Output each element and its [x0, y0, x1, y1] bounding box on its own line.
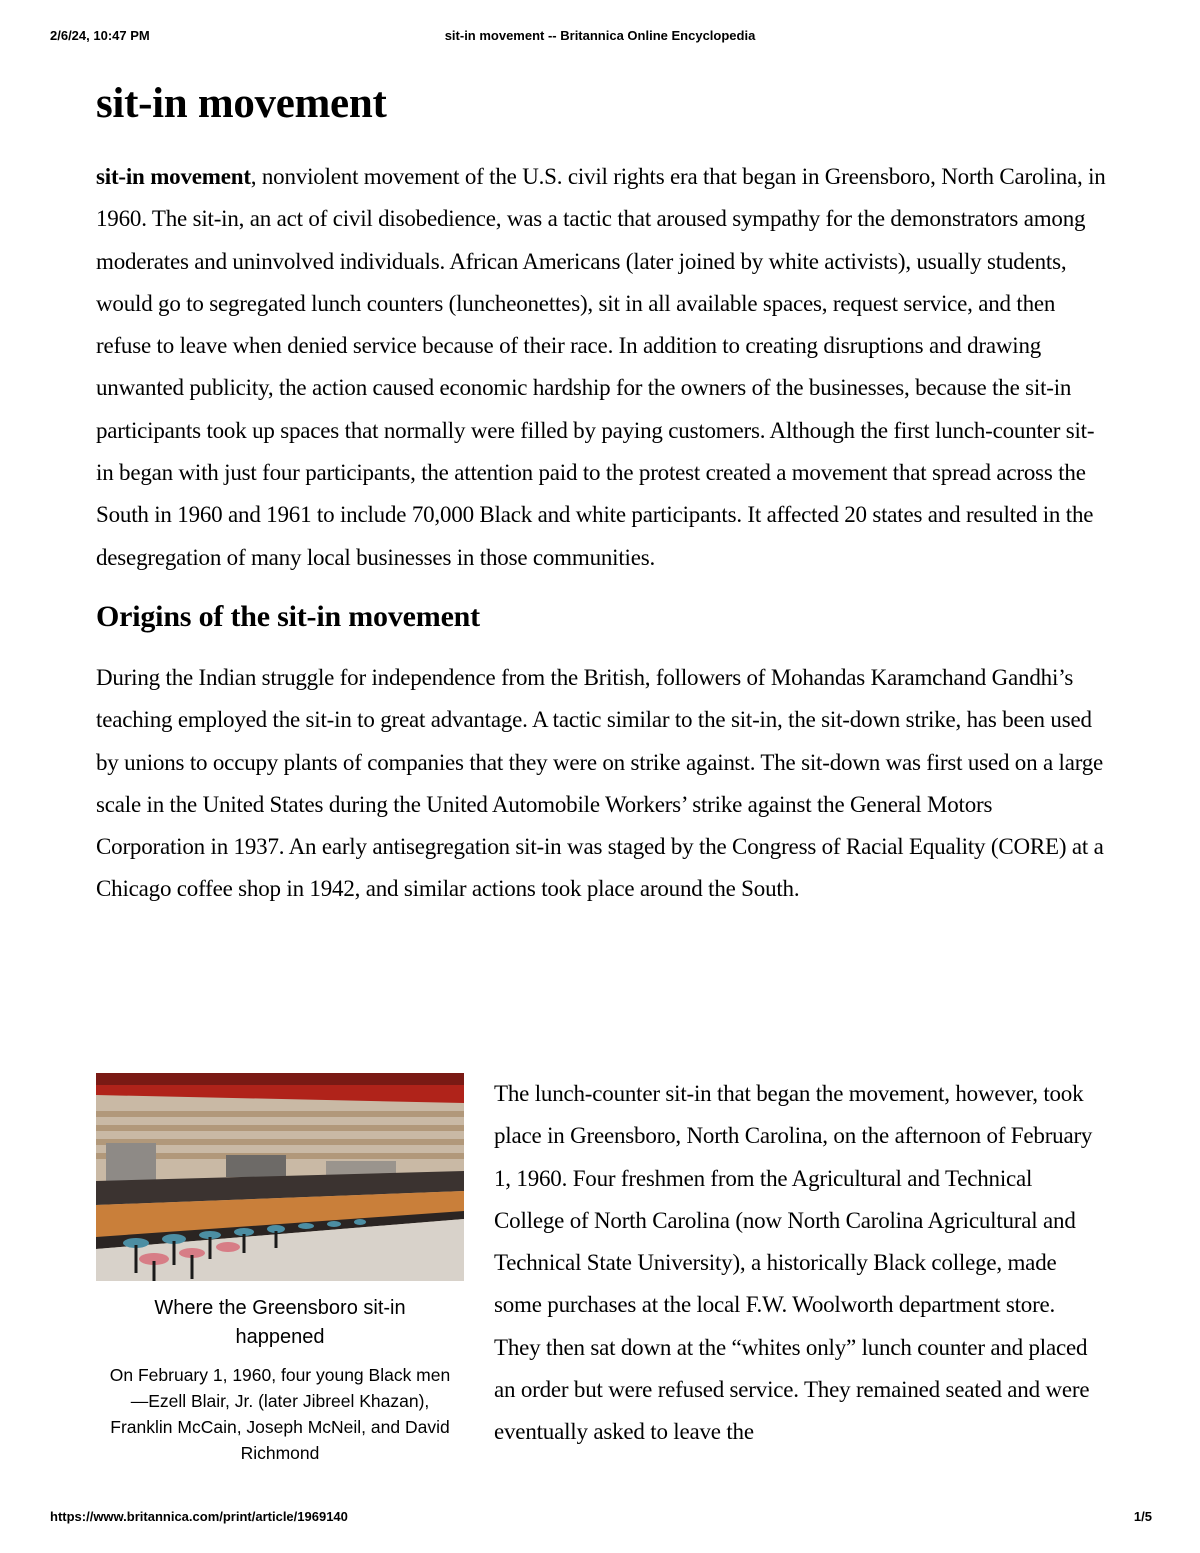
intro-term: sit-in movement — [96, 164, 251, 189]
print-datetime: 2/6/24, 10:47 PM — [50, 28, 150, 43]
greensboro-paragraph: The lunch-counter sit-in that began the movement, however, took place in Greensboro, North Carolina, on the afternoon of February 1, 1960. Four freshmen from the Agricultural and Technical College of North Carolina (now North Carolina Agricultural and Technical State University), a historically Black college, made some purchases at the local F.W. Woolworth department store. They then sat down at the “whites only” lunch counter and placed an order but were refused service. They remained seated and were eventually asked to leave the — [494, 1081, 1093, 1445]
print-url[interactable]: https://www.britannica.com/print/article/1969140 — [50, 1509, 348, 1524]
print-header — [0, 28, 1200, 50]
origins-paragraph: During the Indian struggle for independence from the British, followers of Mohandas Karamchand Gandhi’s teaching employed the sit-in to great advantage. A tactic similar to the sit-in, the sit-down strike, has been used by unions to occupy plants of companies that they were on strike against. The sit-down was first used on a large scale in the United States during the United Automobile Workers’ strike against the General Motors Corporation in 1937. An early antisegregation sit-in was staged by the Congress of Racial Equality (CORE) at a Chicago coffee shop in 1942, and similar actions took place around the South. — [96, 664, 1104, 902]
intro-text: , nonviolent movement of the U.S. civil rights era that began in Greensboro, North Carolina, in 1960. The sit-in, an act of civil disobedience, was a tactic that aroused sympathy for the demonstrators among moderates and uninvolved individuals. African Americans (later joined by white activists), usually students, would go to segregated lunch counters (luncheonettes), sit in all available spaces, request service, and then refuse to leave when denied service because of their race. In addition to creating disruptions and drawing unwanted publicity, the action caused economic hardship for the owners of the businesses, because the sit-in participants took up spaces that normally were filled by paying customers. Although the first lunch-counter sit-in began with just four participants, the attention paid to the protest created a movement that spread across the South in 1960 and 1961 to include 70,000 Black and white participants. It affected 20 states and resulted in the desegregation of many local businesses in those communities. — [96, 164, 1106, 570]
figure-caption-title: Where the Greensboro sit-in happened — [154, 1297, 406, 1348]
print-footer — [0, 1509, 1200, 1529]
figure — [96, 1073, 464, 1466]
print-page-title: sit-in movement -- Britannica Online Encyclopedia — [444, 28, 756, 43]
intro-paragraph — [96, 156, 1106, 579]
article — [96, 78, 1106, 911]
section-heading-origins: Origins of the sit-in movement — [96, 599, 480, 633]
print-page-number: 1/5 — [1133, 1509, 1152, 1524]
lunch-counter-photo[interactable] — [96, 1073, 464, 1281]
article-title: sit-in movement — [96, 80, 387, 127]
figure-caption-text: On February 1, 1960, four young Black men—Ezell Blair, Jr. (later Jibreel Khazan), Franklin McCain, Joseph McNeil, and David Richmond — [109, 1365, 451, 1463]
lower-section — [96, 1073, 1106, 1493]
